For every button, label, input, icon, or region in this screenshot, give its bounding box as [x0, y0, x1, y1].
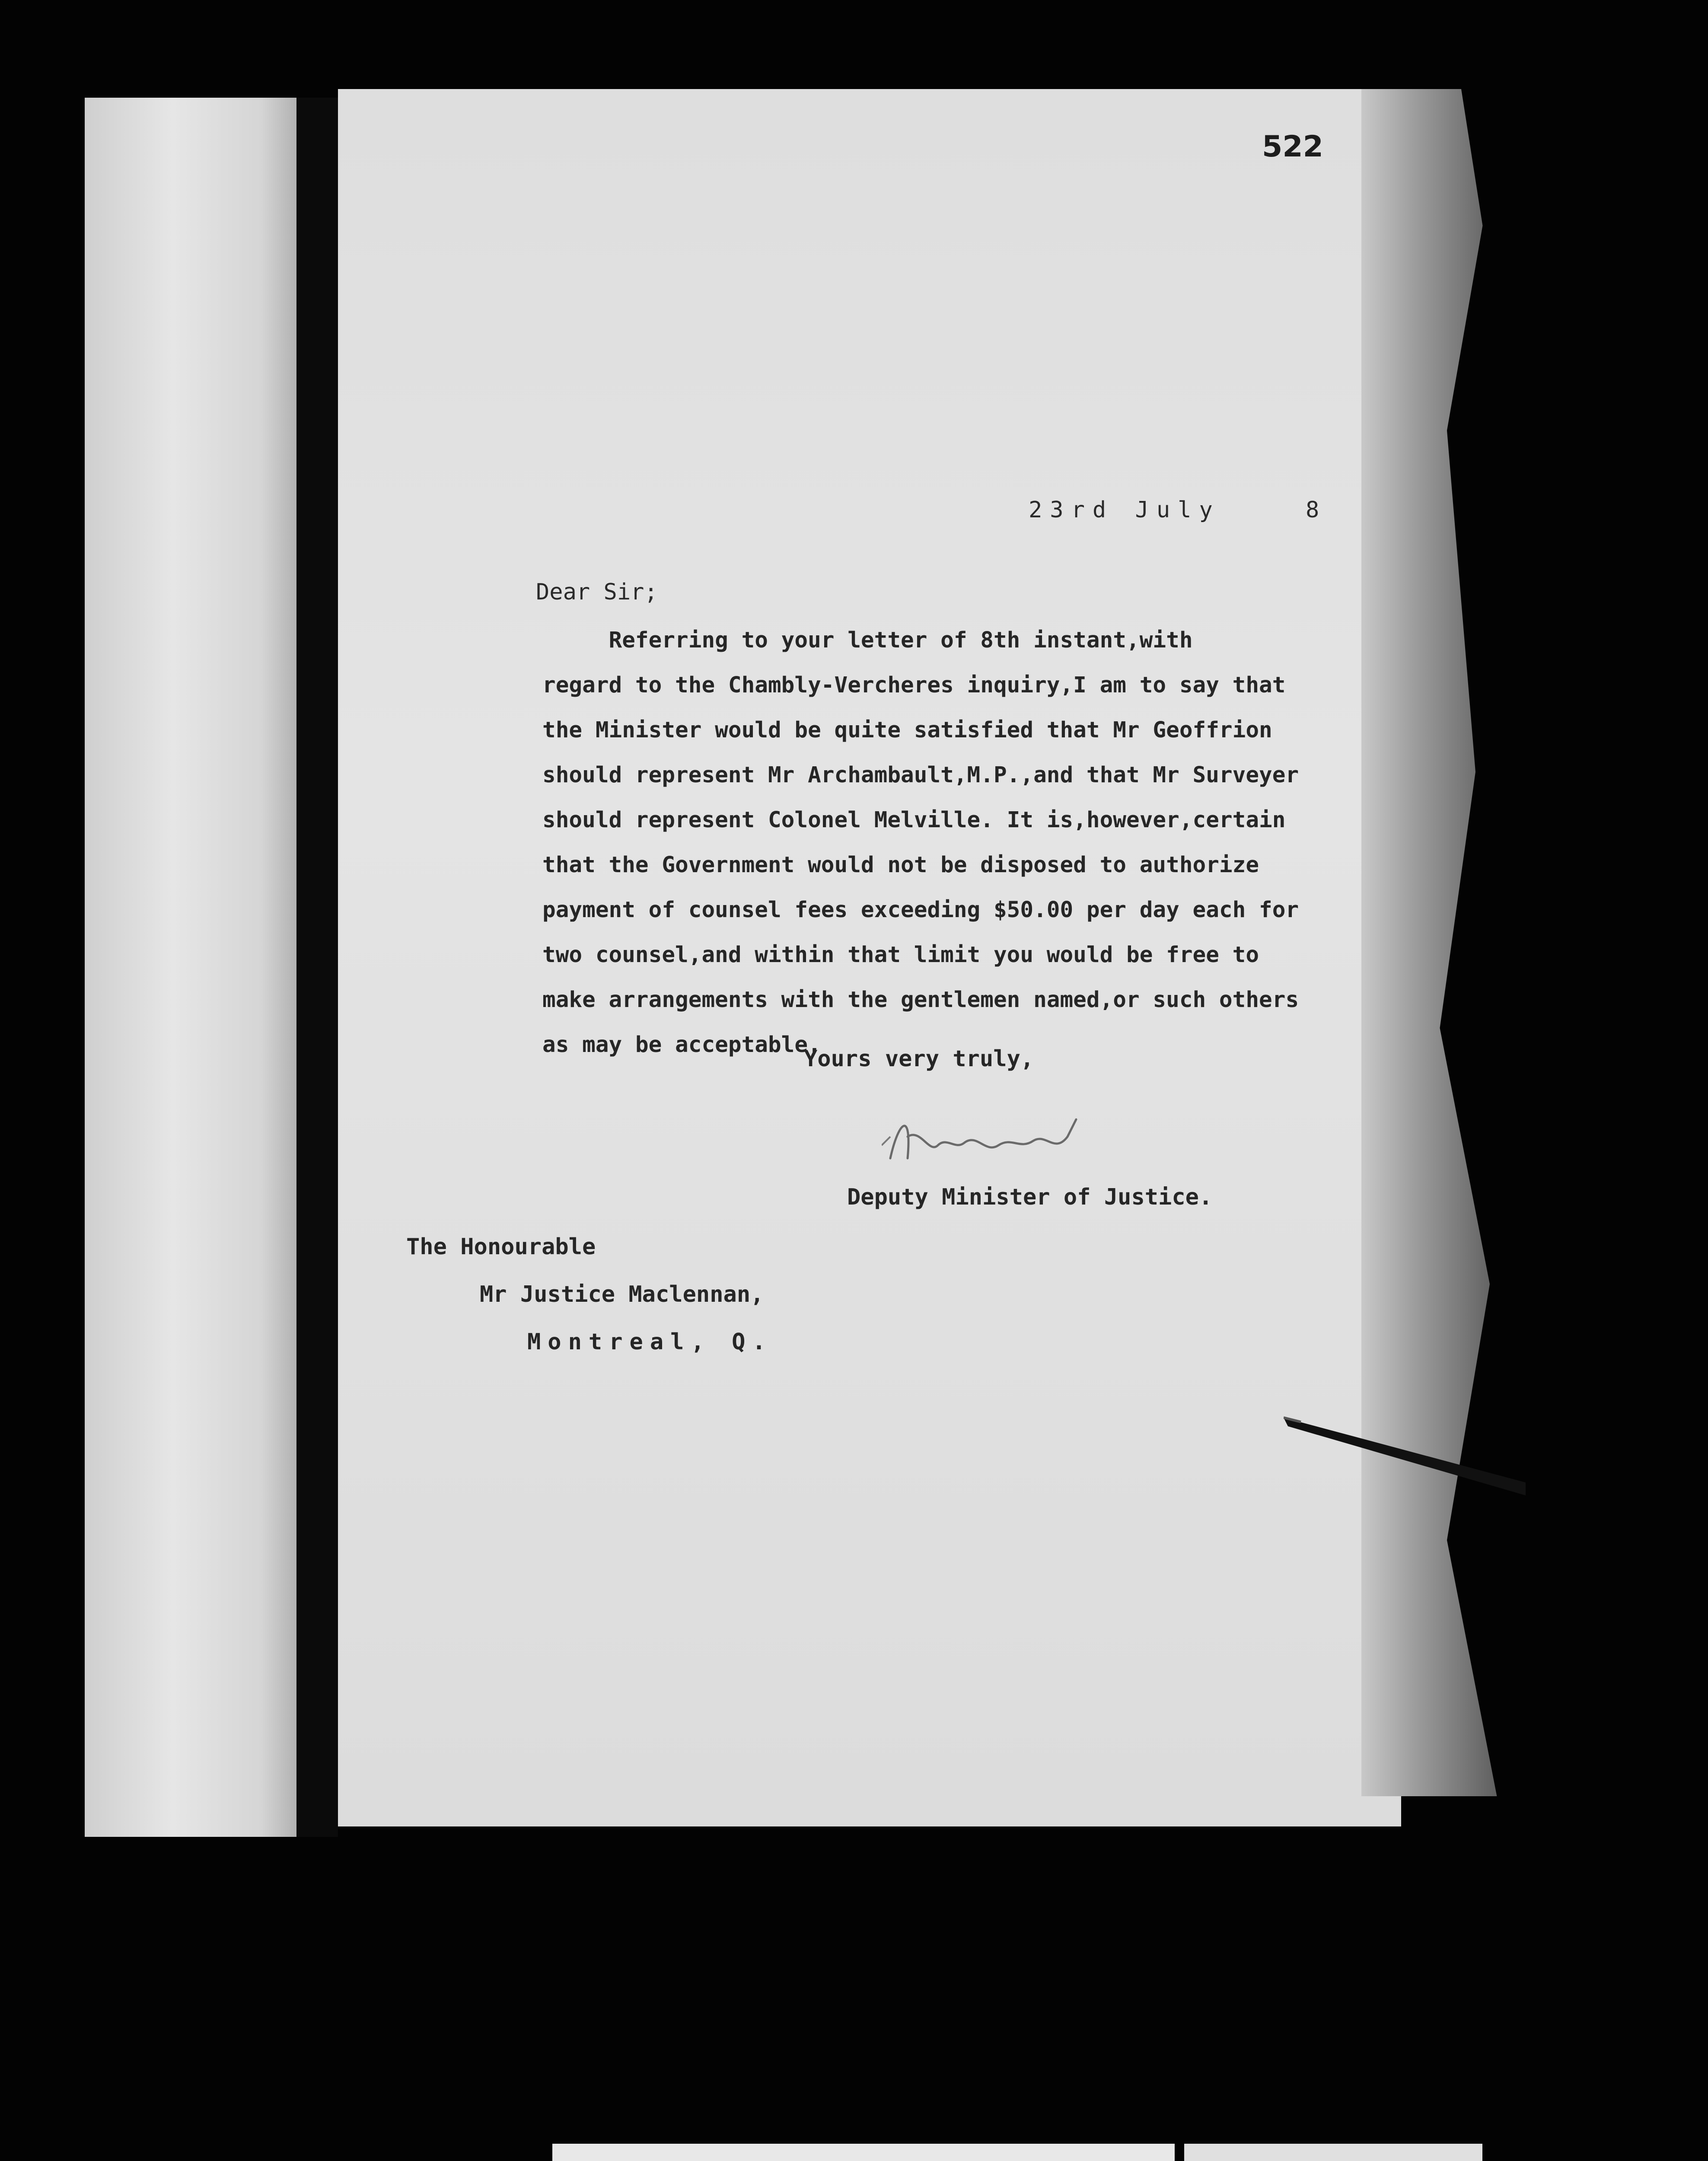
body-line: regard to the Chambly-Vercheres inquiry,I am to say that — [542, 673, 1286, 698]
address-line: Mr Justice Maclennan, — [480, 1281, 764, 1307]
copy-quality-label — [1184, 2144, 1482, 2161]
address-line: Montreal, Q. — [527, 1329, 773, 1355]
letter-date: 23rd July 8 — [1029, 497, 1327, 523]
letter-body — [542, 618, 1364, 1068]
signer-title: Deputy Minister of Justice. — [847, 1184, 1213, 1210]
salutation: Dear Sir; — [536, 579, 658, 605]
closing: Yours very truly, — [804, 1046, 1034, 1072]
department-label — [552, 2144, 1175, 2161]
body-line: should represent Colonel Melville. It is,however,certain — [542, 807, 1286, 833]
body-line: that the Government would not be disposed to authorize — [542, 852, 1259, 878]
body-line: the Minister would be quite satisfied that Mr Geoffrion — [542, 717, 1272, 743]
pen-pointer-icon — [1284, 1409, 1526, 1495]
page-number: 522 — [1262, 130, 1323, 164]
body-line: make arrangements with the gentlemen named,or such others — [542, 987, 1299, 1013]
handwritten-signature — [882, 1093, 1089, 1180]
body-line: Referring to your letter of 8th instant,with — [542, 628, 1193, 653]
adjacent-page-edge — [85, 98, 305, 1837]
body-line: two counsel,and within that limit you would be free to — [542, 942, 1259, 968]
body-line: payment of counsel fees exceeding $50.00 per day each for — [542, 897, 1299, 923]
binding-gutter — [296, 98, 338, 1837]
body-line: as may be acceptable. — [542, 1032, 821, 1058]
recipient-address — [406, 1223, 773, 1366]
torn-sheet-edge — [1361, 89, 1504, 1796]
address-line: The Honourable — [406, 1234, 596, 1260]
body-line: should represent Mr Archambault,M.P.,and that Mr Surveyer — [542, 762, 1299, 788]
